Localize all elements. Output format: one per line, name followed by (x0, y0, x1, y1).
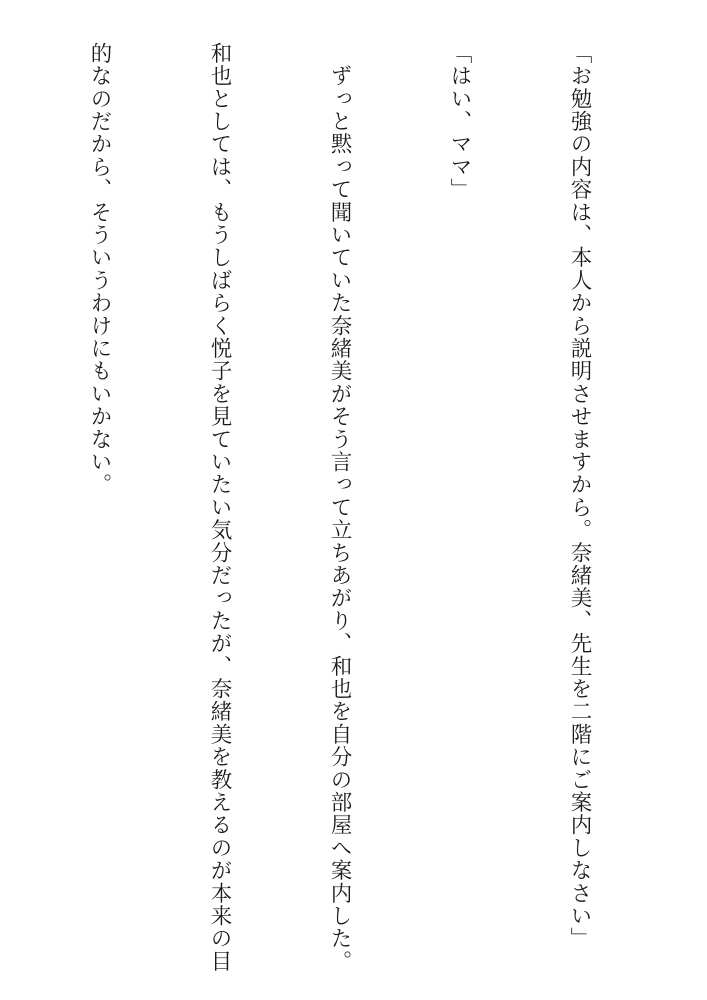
text-line: ずっと黙って聞いていた奈緒美がそう言って立ちあがり、和也を自分の部屋へ案内した。 (327, 42, 352, 973)
text-line: 「はい、ママ」 (447, 42, 472, 201)
text-line: 的なのだから、そういうわけにもいかない。 (87, 42, 112, 496)
vertical-text-body (19, 42, 679, 982)
text-line: 和也としては、もうしばらく悦子を見ていたい気分だったが、奈緒美を教えるのが本来の目 (207, 42, 232, 973)
text-line: 「お勉強の内容は、本人から説明させますから。奈緒美、先生を二階にご案内しなさい」 (567, 42, 592, 950)
